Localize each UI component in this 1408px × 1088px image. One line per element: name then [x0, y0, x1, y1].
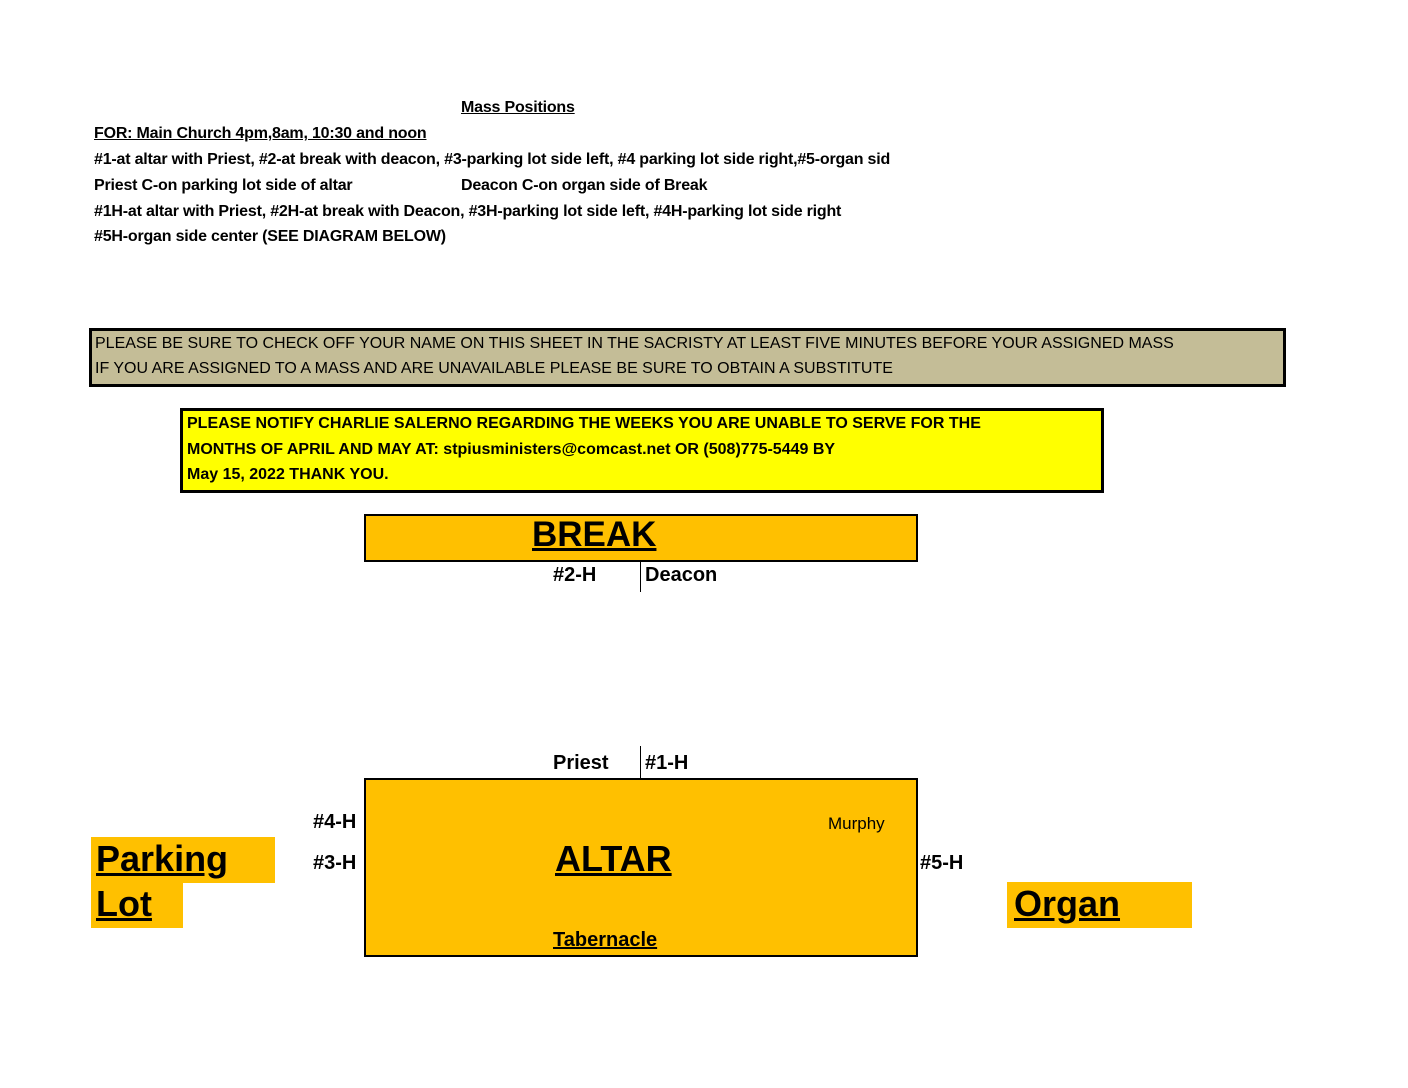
- tabernacle-label: Tabernacle: [553, 929, 658, 951]
- priest-c-line: Priest C-on parking lot side of altar: [94, 177, 353, 194]
- notice-line-1: PLEASE BE SURE TO CHECK OFF YOUR NAME ON THIS SHEET IN THE SACRISTY AT LEAST FIVE MINUTES BEFORE YOUR ASSIGNED MASS: [95, 335, 1174, 352]
- positions-line-4: #5H-organ side center (SEE DIAGRAM BELOW): [94, 228, 446, 245]
- murphy-label: Murphy: [828, 814, 885, 833]
- position-3h: #3-H: [313, 852, 357, 874]
- parking-label-word-2: Lot: [96, 883, 152, 924]
- notify-line-1: PLEASE NOTIFY CHARLIE SALERNO REGARDING THE WEEKS YOU ARE UNABLE TO SERVE FOR THE: [187, 415, 981, 432]
- position-2h: #2-H: [553, 564, 597, 586]
- altar-label: ALTAR: [555, 838, 672, 879]
- deacon-c-line: Deacon C-on organ side of Break: [461, 177, 708, 194]
- organ-label: Organ: [1014, 883, 1121, 924]
- position-1h: #1-H: [645, 752, 689, 774]
- altar-divider: [640, 746, 641, 778]
- for-line: FOR: Main Church 4pm,8am, 10:30 and noon: [94, 125, 427, 142]
- positions-line-1: #1-at altar with Priest, #2-at break with deacon, #3-parking lot side left, #4 parking lot side right,#5-organ sid: [94, 151, 891, 168]
- notice-line-2: IF YOU ARE ASSIGNED TO A MASS AND ARE UNAVAILABLE PLEASE BE SURE TO OBTAIN A SUBSTITUTE: [95, 360, 893, 377]
- position-5h: #5-H: [920, 852, 964, 874]
- position-4h: #4-H: [313, 811, 357, 833]
- notify-line-2: MONTHS OF APRIL AND MAY AT: stpiusministers@comcast.net OR (508)775-5449 BY: [187, 441, 836, 458]
- notify-line-3: May 15, 2022 THANK YOU.: [187, 466, 389, 483]
- sacristy-notice: [89, 328, 1286, 387]
- deacon-label: Deacon: [645, 564, 718, 586]
- positions-line-3: #1H-at altar with Priest, #2H-at break with Deacon, #3H-parking lot side left, #4H-parking lot side right: [94, 203, 842, 220]
- page-title: Mass Positions: [461, 99, 575, 116]
- notify-box: [180, 408, 1104, 493]
- parking-label-word-1: Parking: [96, 838, 229, 879]
- break-divider: [640, 560, 641, 592]
- priest-label: Priest: [553, 752, 609, 774]
- break-label: BREAK: [532, 515, 657, 554]
